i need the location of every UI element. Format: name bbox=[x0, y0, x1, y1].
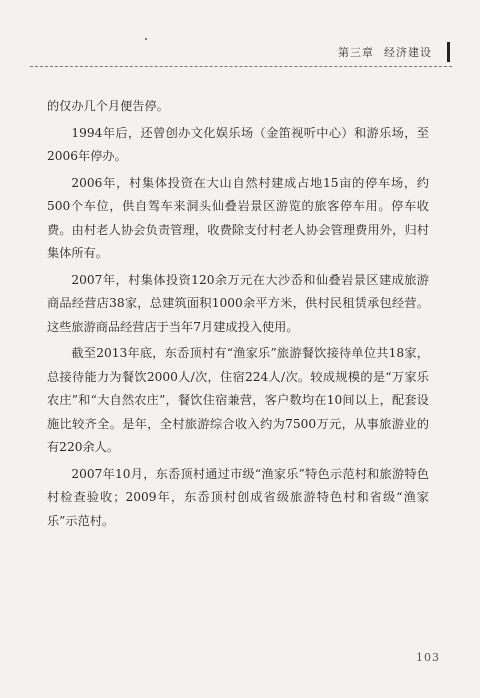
page-number: 103 bbox=[416, 651, 440, 664]
paragraph: 1994年后，还曾创办文化娱乐场（金笛视听中心）和游乐场，至2006年停办。 bbox=[47, 125, 429, 163]
paragraph: 截至2013年底，东岙顶村有“渔家乐”旅游餐饮接待单位共18家，总接待能力为餐饮2000人/次，住宿224人/次。较成规模的是“万家乐农庄”和“大自然农庄”，餐饮住宿兼营，客户数均在10间以上，配套设施比较齐全。是年，全村旅游综合收入约为7500万元，从事旅游业的有220余人。 bbox=[47, 346, 429, 454]
paragraph: 2006年，村集体投资在大山自然村建成占地15亩的停车场，约500个车位，供自驾车来洞头仙叠岩景区游览的旅客停车用。停车收费。由村老人协会负责管理，收费除支付村老人协会管理费用外，归村集体所有。 bbox=[47, 175, 429, 260]
body-text bbox=[47, 95, 429, 536]
paragraph: 2007年10月，东岙顶村通过市级“渔家乐”特色示范村和旅游特色村检查验收；2009年，东岙顶村创成省级旅游特色村和省级“渔家乐”示范村。 bbox=[47, 466, 429, 528]
header-divider bbox=[30, 66, 452, 67]
paragraph: 的仅办几个月便告停。 bbox=[47, 99, 169, 113]
header-section: 经济建设 bbox=[384, 46, 432, 59]
header-chapter: 第三章 bbox=[338, 46, 374, 59]
header-bar bbox=[447, 42, 450, 62]
paragraph: 2007年，村集体投资120余万元在大沙岙和仙叠岩景区建成旅游商品经营店38家，总建筑面积1000余平方米，供村民租赁承包经营。这些旅游商品经营店于当年7月建成投入使用。 bbox=[47, 272, 429, 334]
running-header bbox=[30, 40, 452, 64]
header-text bbox=[338, 44, 432, 60]
